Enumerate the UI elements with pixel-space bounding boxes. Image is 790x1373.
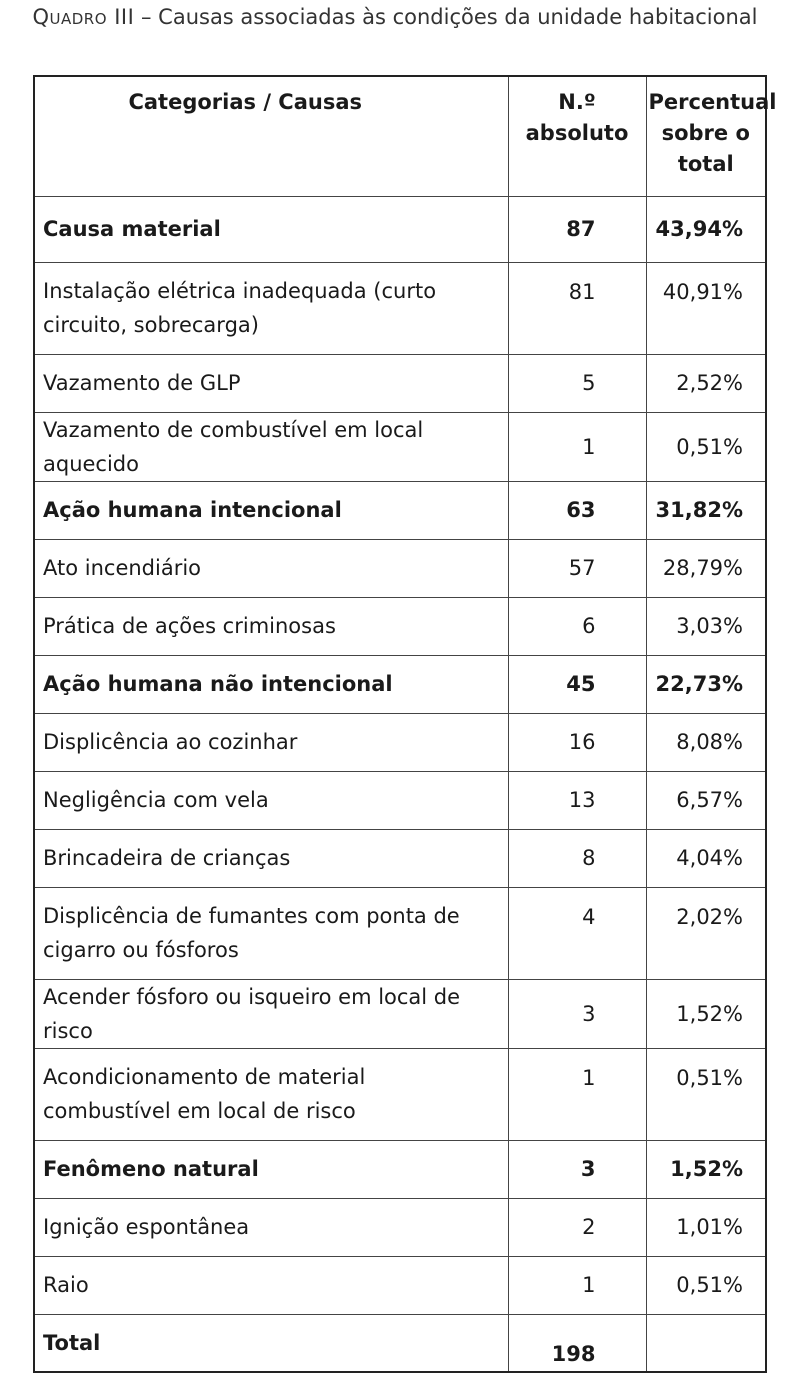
absolute-cell: 87 xyxy=(508,196,646,262)
category-cell: Instalação elétrica inadequada (curto circuito, sobrecarga) xyxy=(34,262,508,354)
cause-row xyxy=(34,713,766,771)
absolute-cell: 2 xyxy=(508,1198,646,1256)
absolute-cell: 16 xyxy=(508,713,646,771)
percent-cell: 1,01% xyxy=(646,1198,766,1256)
percent-cell: 31,82% xyxy=(646,481,766,539)
category-cell: Displicência ao cozinhar xyxy=(34,713,508,771)
cause-row xyxy=(34,887,766,979)
percent-cell: 3,03% xyxy=(646,597,766,655)
caption-separator: – xyxy=(134,5,159,29)
absolute-cell: 3 xyxy=(508,979,646,1048)
category-group-row xyxy=(34,1140,766,1198)
percent-cell: 0,51% xyxy=(646,1256,766,1314)
category-cell: Ignição espontânea xyxy=(34,1198,508,1256)
header-absolute: N.º absoluto xyxy=(508,76,646,196)
absolute-cell: 5 xyxy=(508,354,646,412)
category-cell: Displicência de fumantes com ponta de cigarro ou fósforos xyxy=(34,887,508,979)
caption-label: Quadro III xyxy=(32,5,135,29)
category-cell: Negligência com vela xyxy=(34,771,508,829)
percent-cell: 2,02% xyxy=(646,887,766,979)
cause-row xyxy=(34,262,766,354)
total-row xyxy=(34,1314,766,1372)
cause-row xyxy=(34,1198,766,1256)
percent-cell: 4,04% xyxy=(646,829,766,887)
cause-row xyxy=(34,1256,766,1314)
total-label: Total xyxy=(34,1314,508,1372)
table-body xyxy=(34,196,766,1314)
total-absolute: 198 xyxy=(508,1314,646,1372)
header-category: Categorias / Causas xyxy=(34,76,508,196)
percent-cell: 22,73% xyxy=(646,655,766,713)
absolute-cell: 3 xyxy=(508,1140,646,1198)
category-cell: Ação humana intencional xyxy=(34,481,508,539)
causes-table xyxy=(33,75,777,1373)
header-percent: Percentual sobre o total xyxy=(646,76,766,196)
percent-cell: 28,79% xyxy=(646,539,766,597)
cause-row xyxy=(34,771,766,829)
absolute-cell: 57 xyxy=(508,539,646,597)
category-cell: Acender fósforo ou isqueiro em local de risco xyxy=(34,979,508,1048)
percent-cell: 6,57% xyxy=(646,771,766,829)
absolute-cell: 13 xyxy=(508,771,646,829)
category-cell: Raio xyxy=(34,1256,508,1314)
cause-row xyxy=(34,597,766,655)
cause-row xyxy=(34,829,766,887)
category-group-row xyxy=(34,655,766,713)
category-group-row xyxy=(34,196,766,262)
percent-cell: 40,91% xyxy=(646,262,766,354)
header-row xyxy=(34,76,766,196)
percent-cell: 0,51% xyxy=(646,412,766,481)
category-cell: Brincadeira de crianças xyxy=(34,829,508,887)
category-cell: Prática de ações criminosas xyxy=(34,597,508,655)
percent-cell: 1,52% xyxy=(646,1140,766,1198)
table-caption xyxy=(0,4,790,30)
caption-title: Causas associadas às condições da unidade habitacional xyxy=(158,5,758,29)
category-cell: Acondicionamento de material combustível em local de risco xyxy=(34,1048,508,1140)
percent-cell: 1,52% xyxy=(646,979,766,1048)
cause-row xyxy=(34,979,766,1048)
cause-row xyxy=(34,354,766,412)
absolute-cell: 81 xyxy=(508,262,646,354)
absolute-cell: 4 xyxy=(508,887,646,979)
absolute-cell: 1 xyxy=(508,1256,646,1314)
absolute-cell: 8 xyxy=(508,829,646,887)
cause-row xyxy=(34,412,766,481)
category-cell: Fenômeno natural xyxy=(34,1140,508,1198)
cause-row xyxy=(34,1048,766,1140)
percent-cell: 2,52% xyxy=(646,354,766,412)
absolute-cell: 45 xyxy=(508,655,646,713)
percent-cell: 8,08% xyxy=(646,713,766,771)
category-cell: Vazamento de combustível em local aquecido xyxy=(34,412,508,481)
category-cell: Ação humana não intencional xyxy=(34,655,508,713)
percent-cell: 43,94% xyxy=(646,196,766,262)
category-cell: Ato incendiário xyxy=(34,539,508,597)
absolute-cell: 1 xyxy=(508,1048,646,1140)
category-cell: Vazamento de GLP xyxy=(34,354,508,412)
category-cell: Causa material xyxy=(34,196,508,262)
absolute-cell: 63 xyxy=(508,481,646,539)
percent-cell: 0,51% xyxy=(646,1048,766,1140)
category-group-row xyxy=(34,481,766,539)
absolute-cell: 1 xyxy=(508,412,646,481)
total-percent xyxy=(646,1314,766,1372)
absolute-cell: 6 xyxy=(508,597,646,655)
cause-row xyxy=(34,539,766,597)
